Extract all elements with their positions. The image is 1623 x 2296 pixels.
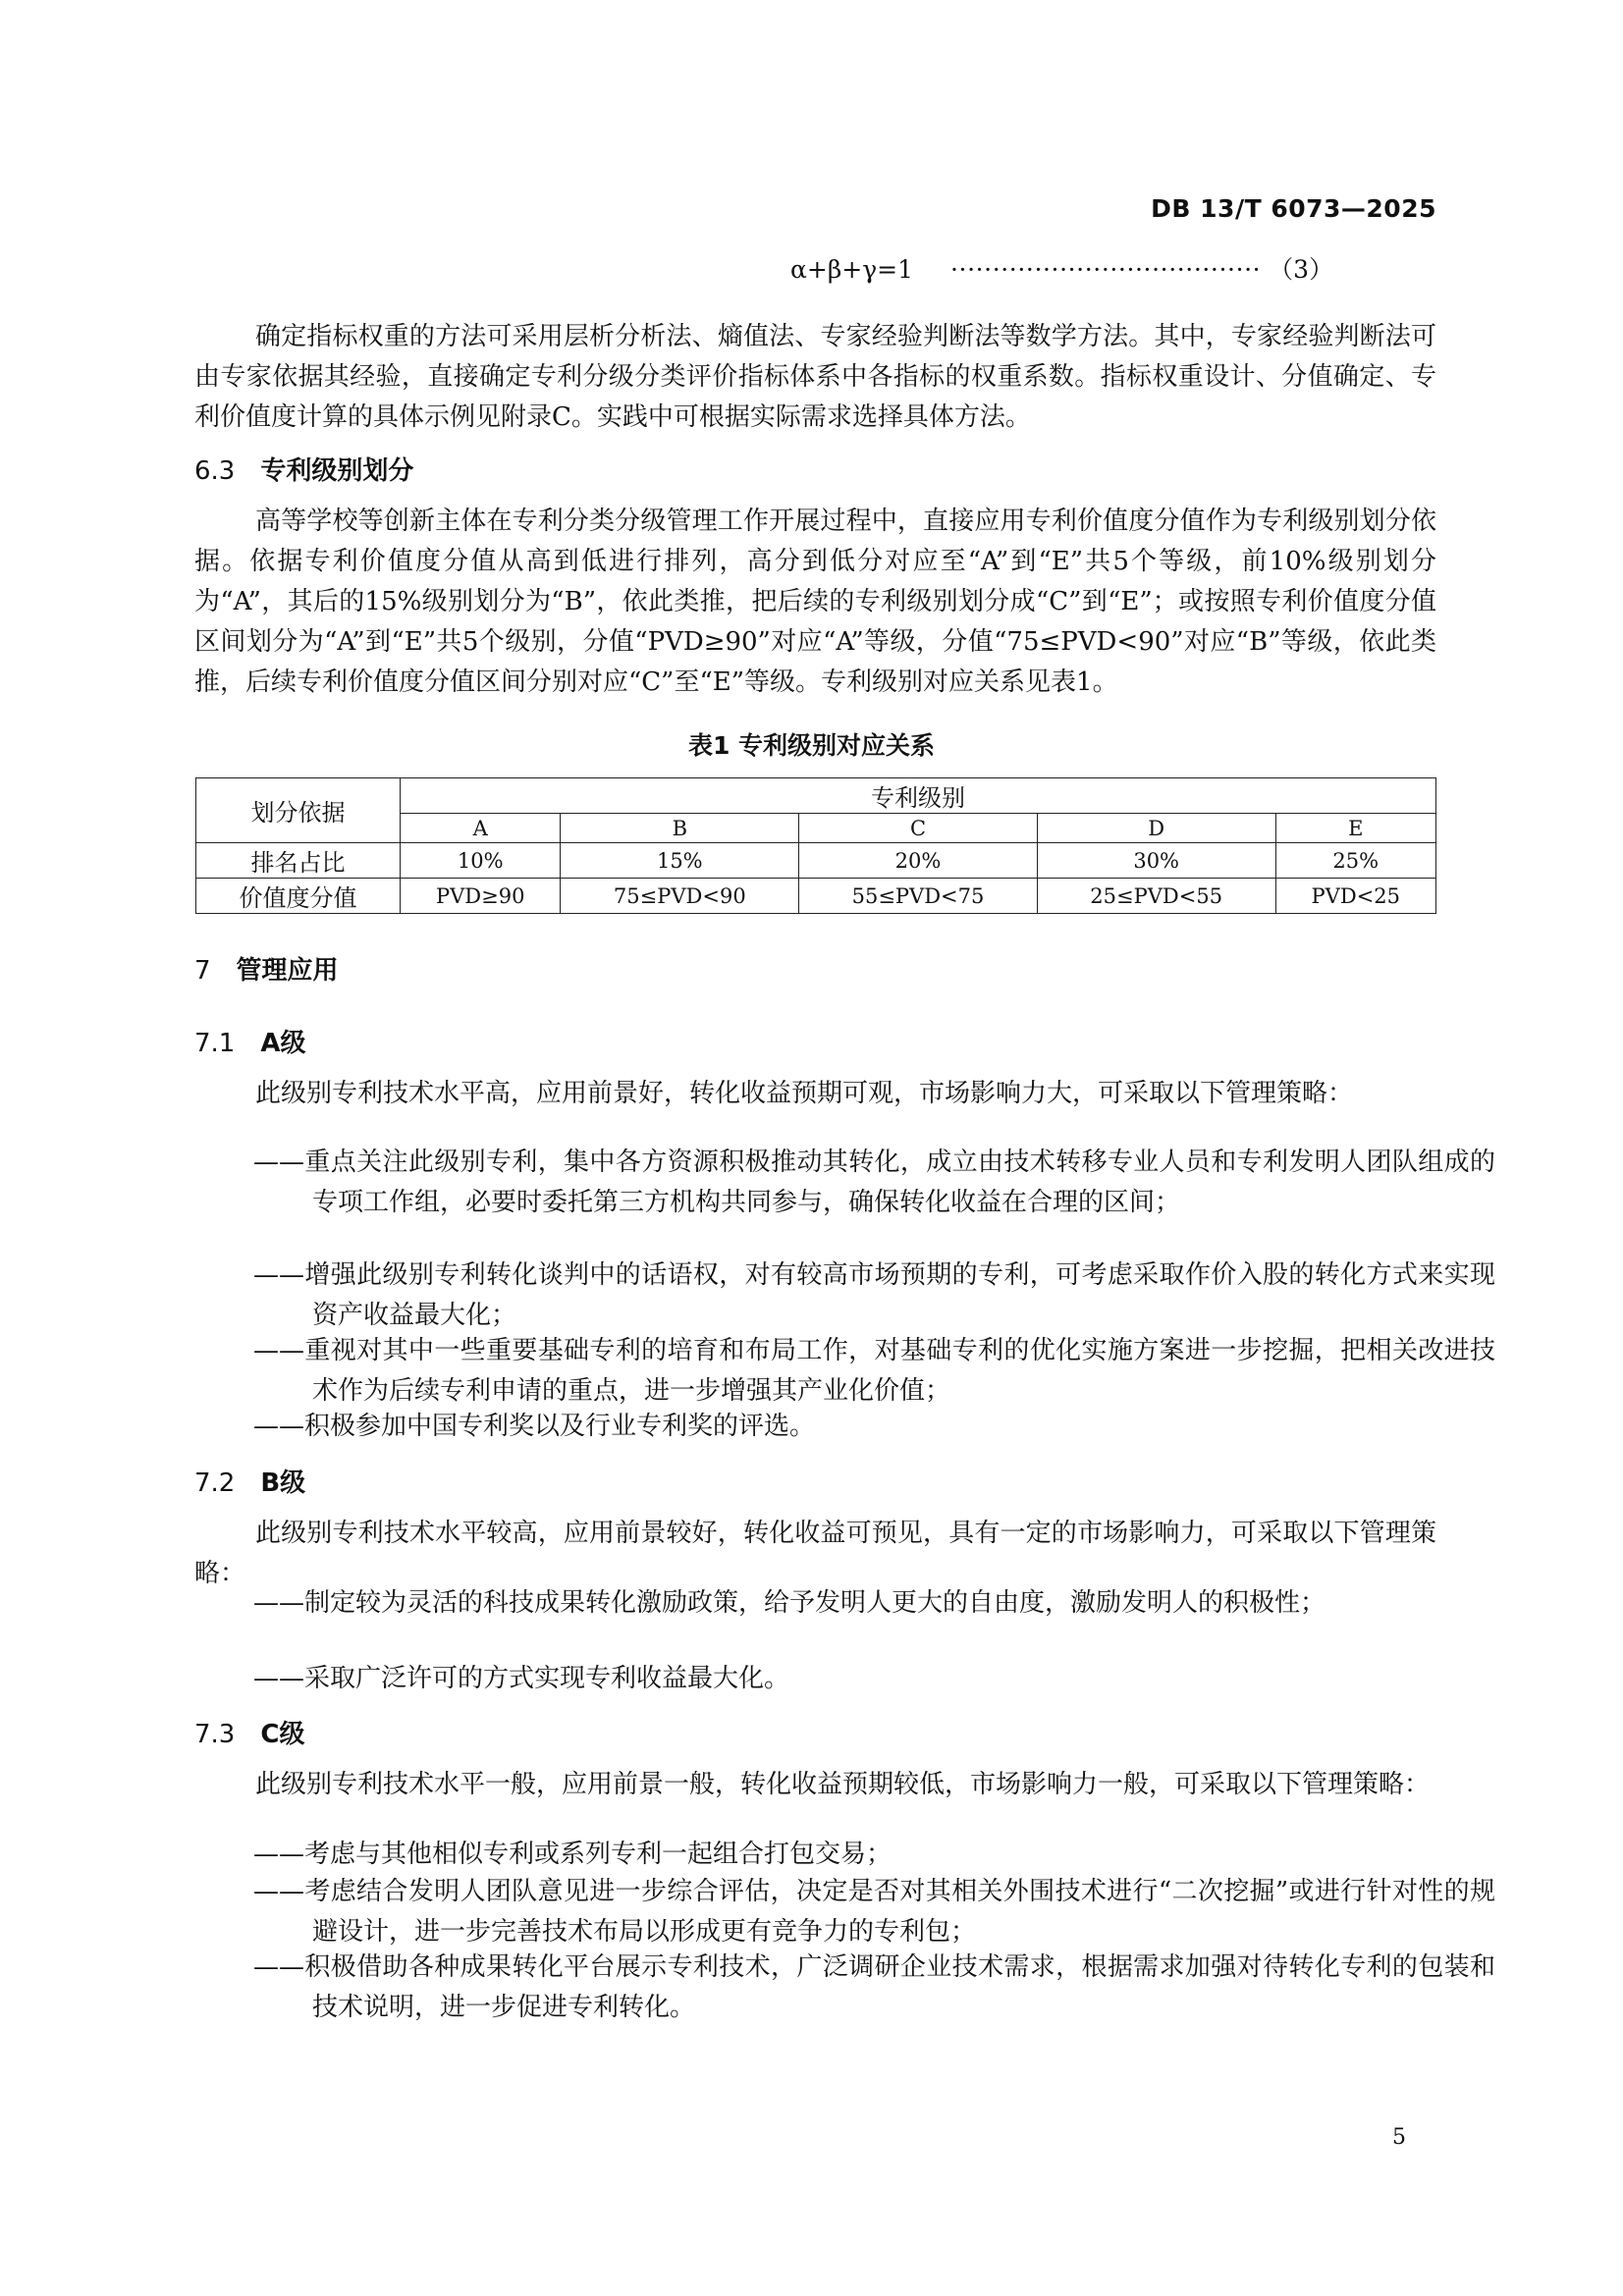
table-cell: 25% [1275,843,1435,879]
paragraph-weights: 确定指标权重的方法可采用层析分析法、熵值法、专家经验判断法等数学方法。其中，专家经验判断法可由专家依据其经验，直接确定专利分级分类评价指标体系中各指标的权重系数。指标权重设计、分值确定、专利价值度计算的具体示例见附录C。实践中可根据实际需求选择具体方法。 [194,322,1436,432]
list-item: ——积极参加中国专利奖以及行业专利奖的评选。 [253,1412,816,1441]
list-item: ——考虑结合发明人团队意见进一步综合评估，决定是否对其相关外围技术进行“二次挖掘”或进行针对性的规避设计，进一步完善技术布局以形成更有竞争力的专利包； [253,1877,1495,1947]
section-title: 专利级别划分 [260,456,414,486]
list-item: ——制定较为灵活的科技成果转化激励政策，给予发明人更大的自由度，激励发明人的积极性； [253,1588,1326,1618]
section-7-1-heading [194,1023,305,1059]
list-item: ——积极借助各种成果转化平台展示专利技术，广泛调研企业技术需求，根据需求加强对待转化专利的包装和技术说明，进一步促进专利转化。 [253,1952,1495,2022]
formula-expression: α+β+γ=1 [790,255,914,284]
table-cell: 75≤PVD<90 [561,879,799,914]
list-item: ——增强此级别专利转化谈判中的话语权，对有较高市场预期的专利，可考虑采取作价入股的转化方式来实现资产收益最大化； [253,1260,1495,1330]
section-number: 7.1 [194,1029,236,1058]
list-item: ——重视对其中一些重要基础专利的培育和布局工作，对基础专利的优化实施方案进一步挖掘，把相关改进技术作为后续专利申请的重点，进一步增强其产业化价值； [253,1336,1495,1406]
section-title: C级 [260,1720,305,1749]
page-number: 5 [1392,2125,1406,2150]
section-7-2-heading [194,1463,305,1499]
table-cell: 10% [401,843,561,879]
table-cell: PVD<25 [1275,879,1435,914]
level-c: C [799,814,1038,843]
table-cell: PVD≥90 [401,879,561,914]
section-number: 7.2 [194,1468,236,1498]
table-cell: 15% [561,843,799,879]
row-label: 排名占比 [196,843,401,879]
level-e: E [1275,814,1435,843]
level-a: A [401,814,561,843]
table-row [196,843,1436,879]
table-cell: 25≤PVD<55 [1037,879,1275,914]
paragraph-7-2: 此级别专利技术水平较高，应用前景较好，转化收益可预见，具有一定的市场影响力，可采取以下管理策略： [194,1519,1436,1588]
basis-header: 划分依据 [196,778,401,843]
level-d: D [1037,814,1275,843]
list-item: ——考虑与其他相似专利或系列专利一起组合打包交易； [253,1840,893,1869]
list-item: ——采取广泛许可的方式实现专利收益最大化。 [253,1664,790,1693]
table-1-title: 表1 专利级别对应关系 [687,731,936,760]
row-label: 价值度分值 [196,879,401,914]
paragraph-7-3: 此级别专利技术水平一般，应用前景一般，转化收益预期较低，市场影响力一般，可采取以下管理策略： [255,1770,1431,1799]
section-6-3-heading [194,451,413,487]
section-title: A级 [260,1029,306,1058]
level-b: B [561,814,799,843]
document-code: DB 13/T 6073—2025 [1151,194,1436,223]
section-number: 6.3 [194,456,236,486]
paragraph-7-1: 此级别专利技术水平高，应用前景好，转化收益预期可观，市场影响力大，可采取以下管理策略： [255,1079,1354,1108]
table-cell: 20% [799,843,1038,879]
section-7-heading [194,950,339,987]
patent-level-table [195,777,1436,914]
table-cell: 55≤PVD<75 [799,879,1038,914]
formula-number: （3） [1269,255,1334,284]
paragraph-6-3: 高等学校等创新主体在专利分类分级管理工作开展过程中，直接应用专利价值度分值作为专利级别划分依据。依据专利价值度分值从高到低进行排列，高分到低分对应至“A”到“E”共5个等级，前10%级别划分为“A”，其后的15%级别划分为“B”，依此类推，把后续的专利级别划分成“C”到“E”；或按照专利价值度分值区间划分为“A”到“E”共5个级别，分值“PVD≥90”对应“A”等级，分值“75≤PVD<90”对应“B”等级，依此类推，后续专利价值度分值区间分别对应“C”至“E”等级。专利级别对应关系见表1。 [194,507,1436,697]
section-number: 7 [194,956,211,986]
table-row [196,879,1436,914]
section-7-3-heading [194,1714,304,1750]
section-number: 7.3 [194,1720,236,1749]
table-cell: 30% [1037,843,1275,879]
list-item: ——重点关注此级别专利，集中各方资源积极推动其转化，成立由技术转移专业人员和专利发明人团队组成的专项工作组，必要时委托第三方机构共同参与，确保转化收益在合理的区间； [253,1148,1495,1217]
section-title: B级 [260,1468,306,1498]
formula-3 [790,250,1333,286]
level-header: 专利级别 [401,778,1436,814]
section-title: 管理应用 [236,956,339,986]
formula-dots: ····································· [949,255,1262,284]
